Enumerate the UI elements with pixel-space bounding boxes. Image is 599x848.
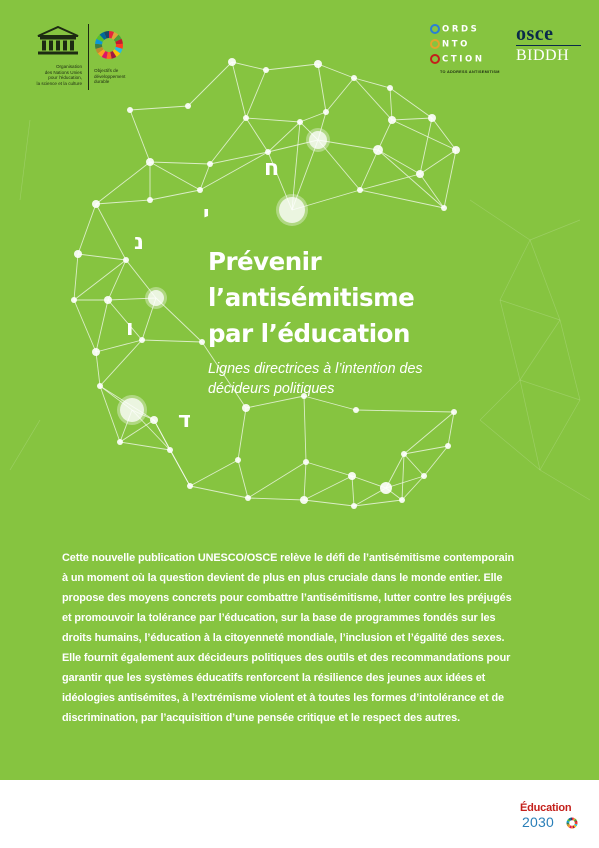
cover-title-line: l’antisémitisme (208, 283, 415, 312)
hebrew-letter-yod: י (203, 202, 210, 227)
wia-line-words (430, 24, 479, 35)
sdg-caption-line: développement (94, 73, 126, 79)
sdg-wheel-icon (94, 30, 124, 60)
wia-i-dot-icon (430, 39, 440, 49)
unesco-divider (88, 24, 89, 90)
description-line: Elle fournit également aux décideurs politiques des outils et des recommandations pour (62, 652, 511, 664)
wia-line-into (430, 39, 470, 50)
description-line: garantir que les systèmes éducatifs renforcent la résilience des jeunes aux idées et (62, 672, 486, 684)
osce-rule (516, 45, 581, 46)
osce-odihr-logo (516, 24, 582, 64)
hebrew-letter-dalet: ד (178, 408, 191, 433)
unesco-caption-line: Organisation (55, 64, 82, 69)
hebrew-letter-nun: נ (134, 230, 144, 255)
description-line: propose des moyens concrets pour combattre l’antisémitisme, lutter contre les préjugés (62, 592, 512, 604)
unesco-caption-line: des Nations Unies (44, 69, 82, 75)
unesco-caption-line: pour l’éducation, (48, 75, 82, 81)
osce-name: osce (516, 23, 554, 45)
cover-title (208, 244, 508, 352)
wia-word: NTO (442, 39, 470, 50)
hebrew-letter-vav: ו (126, 316, 134, 341)
footer (0, 780, 599, 848)
unesco-temple-icon (36, 26, 80, 56)
description-line: et promouvoir la tolérance par l’éducation, sur la base de programmes fondés sur les (62, 612, 496, 624)
sdg-ring-icon (566, 817, 578, 829)
description-line: discrimination, par l’acquisition d’une pensée critique et le respect des autres. (62, 712, 460, 724)
unesco-logo (20, 20, 160, 100)
wia-tagline: TO ADDRESS ANTISEMITISM (440, 70, 500, 74)
description-line: Cette nouvelle publication UNESCO/OSCE relève le défi de l’antisémitisme contemporain (62, 552, 515, 564)
wia-word: CTION (442, 54, 485, 65)
wia-w-dot-icon (430, 24, 440, 34)
wia-word: ORDS (442, 24, 480, 35)
cover-title-line: par l’éducation (208, 319, 410, 348)
education-word: Éducation (520, 802, 572, 814)
description-paragraph (62, 548, 540, 728)
wia-a-dot-icon (430, 54, 440, 64)
unesco-caption (20, 64, 82, 86)
description-line: droits humains, l’éducation à la citoyenneté mondiale, l’inclusion et l’égalité des sexes. (62, 632, 505, 644)
education-year: 2030 (522, 814, 554, 830)
description-line: idéologies antisémites, à l’extrémisme violent et à toutes les formes d’intolérance et de (62, 692, 505, 704)
unesco-caption-line: la science et la culture (36, 80, 82, 86)
sdg-caption-line: durable (94, 79, 110, 85)
education-2030-logo (520, 802, 586, 834)
sdg-caption (94, 68, 154, 85)
cover-subtitle-line: décideurs politiques (208, 380, 335, 397)
sdg-caption-line: Objectifs de (94, 68, 119, 73)
cover-subtitle (208, 360, 468, 399)
words-into-action-logo (430, 24, 512, 80)
description-line: à un moment où la question devient de plus en plus cruciale dans le monde entier. Elle (62, 572, 503, 584)
hebrew-letter-het: ח (264, 156, 280, 181)
cover-subtitle-line: Lignes directrices à l’intention des (208, 361, 423, 377)
cover-title-line: Prévenir (208, 247, 322, 276)
osce-subname: BIDDH (516, 47, 570, 64)
wia-line-action (430, 54, 485, 65)
